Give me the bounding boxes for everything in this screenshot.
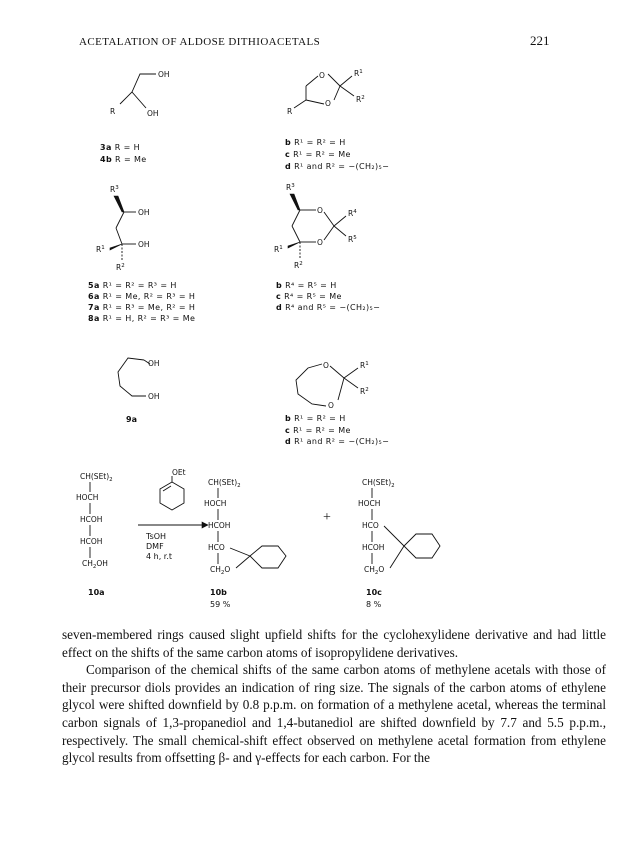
label-r3: $R^3$ [286, 183, 295, 192]
label-o: O [328, 401, 334, 410]
label-o: O [317, 238, 323, 247]
label-o: O [325, 99, 331, 108]
compound-label-9a: 9a [126, 415, 137, 424]
label-r2: $R^2$ [116, 263, 125, 272]
compound-entry: 4b R = Me [100, 155, 147, 164]
label-oh: OH [138, 240, 150, 249]
label-r1: $R^1$ [96, 245, 105, 254]
label-oet: OEt [172, 468, 186, 477]
chain-c1: $CH(SEt)_2$ [362, 478, 395, 489]
structure-10c [354, 476, 464, 586]
compound-entry: c R¹ = R² = Me [285, 150, 351, 159]
condition-solvent: DMF [146, 542, 164, 551]
compound-entry: 6a R¹ = Me, R² = R³ = H [88, 292, 196, 301]
compound-entry: 3a R = H [100, 143, 141, 152]
label-r1: $R^1$ [360, 361, 369, 370]
condition-time: 4 h, r.t [146, 552, 173, 561]
label-r1: $R^1$ [274, 245, 283, 254]
reaction-conditions [146, 532, 172, 562]
compound-entry: d R⁴ and R⁵ = −(CH₂)₅− [276, 303, 381, 312]
compound-list-5-right [276, 280, 380, 313]
chain-c4: HCOH [362, 543, 385, 552]
label-r2: $R^2$ [360, 387, 369, 396]
body-text [62, 626, 606, 767]
compound-label-10a: 10a [88, 588, 105, 597]
yield-10b: 59 % [210, 600, 231, 609]
structure-dioxane [272, 180, 382, 272]
label-oh: OH [148, 359, 160, 368]
compound-list-9-right [285, 413, 389, 448]
chain-c4: HCO [208, 543, 225, 552]
label-r: R [110, 107, 116, 116]
chain-c1: $CH(SEt)_2$ [208, 478, 241, 489]
label-oh: OH [148, 392, 160, 401]
compound-list-5 [88, 280, 195, 324]
condition-catalyst: TsOH [146, 532, 167, 541]
paragraph: seven-membered rings caused slight upfield shifts for the cyclohexylidene derivative and had little effect on the shifts of the same carbon atoms of isopropylidene derivatives. [62, 627, 606, 660]
compound-label-10c: 10c [366, 588, 382, 597]
structure-dioxolane [282, 62, 382, 128]
compound-list-3 [100, 142, 147, 166]
compound-entry: d R¹ and R² = −(CH₂)₅− [285, 437, 390, 446]
chain-c3: HCOH [208, 521, 231, 530]
label-r1: $R^1$ [354, 69, 363, 78]
reaction-arrow [136, 520, 208, 530]
structure-diol-5 [92, 182, 182, 272]
compound-entry: d R¹ and R² = −(CH₂)₅− [285, 162, 390, 171]
chain-c1: $CH(SEt)_2$ [80, 472, 113, 483]
chain-c3: HCOH [80, 515, 103, 524]
chain-c5: $CH_2OH$ [82, 559, 108, 570]
label-r2: $R^2$ [356, 95, 365, 104]
running-title: ACETALATION OF ALDOSE DITHIOACETALS [79, 36, 321, 48]
structure-reagent [144, 466, 200, 518]
chain-c3: HCO [362, 521, 379, 530]
chain-c5: $CH_2O$ [364, 565, 385, 576]
label-o: O [323, 361, 329, 370]
label-o: O [319, 71, 325, 80]
structure-10a [72, 470, 142, 580]
compound-entry: c R¹ = R² = Me [285, 425, 351, 435]
compound-entry: 8a R¹ = H, R² = R³ = Me [88, 314, 196, 323]
yield-10c: 8 % [366, 600, 382, 609]
chain-c2: HOCH [358, 499, 381, 508]
label-o: O [317, 206, 323, 215]
label-r4: $R^4$ [348, 209, 357, 218]
compound-entry: 7a R¹ = R³ = Me, R² = H [88, 303, 196, 312]
chain-c4: HCOH [80, 537, 103, 546]
label-r2: $R^2$ [294, 261, 303, 270]
label-oh: OH [147, 109, 159, 118]
plus-sign: + [323, 510, 331, 525]
chain-c2: HOCH [76, 493, 99, 502]
page-number: 221 [530, 33, 550, 48]
label-oh: OH [138, 208, 150, 217]
structure-diol-9 [108, 350, 188, 410]
compound-entry: b R¹ = R² = H [285, 138, 346, 147]
compound-label-10b: 10b [210, 588, 227, 597]
label-oh: OH [158, 70, 170, 79]
compound-entry: c R⁴ = R⁵ = Me [276, 292, 342, 301]
label-r: R [287, 107, 293, 116]
chain-c5: $CH_2O$ [210, 565, 231, 576]
label-r5: $R^5$ [348, 235, 357, 244]
compound-entry: b R⁴ = R⁵ = H [276, 281, 337, 290]
chain-c2: HOCH [204, 499, 227, 508]
paragraph: Comparison of the chemical shifts of the same carbon atoms of methylene acetals with those of their precursor diols provides an indication of ring size. The signals of the carbon atoms of ethylene glycol were shifted downfield by 0.8 p.p.m. on formation of a methylene acetal, whereas the terminal carbon signals of 1,3-propanediol and 1,4-butanediol are shifted downfield by 7.7 and 5.5 p.p.m., respectively. The small chemical-shift effect observed on methylene acetal formation from ethylene glycol results from offsetting β- and γ-effects for each carbon. For the [62, 662, 606, 766]
compound-entry: 5a R¹ = R² = R³ = H [88, 281, 177, 290]
structure-diol-3 [110, 64, 190, 124]
compound-list-3-right [285, 137, 389, 173]
label-r3: $R^3$ [110, 185, 119, 194]
compound-entry: b R¹ = R² = H [285, 414, 346, 423]
structure-10b [200, 476, 310, 586]
structure-dioxepane [282, 352, 392, 416]
